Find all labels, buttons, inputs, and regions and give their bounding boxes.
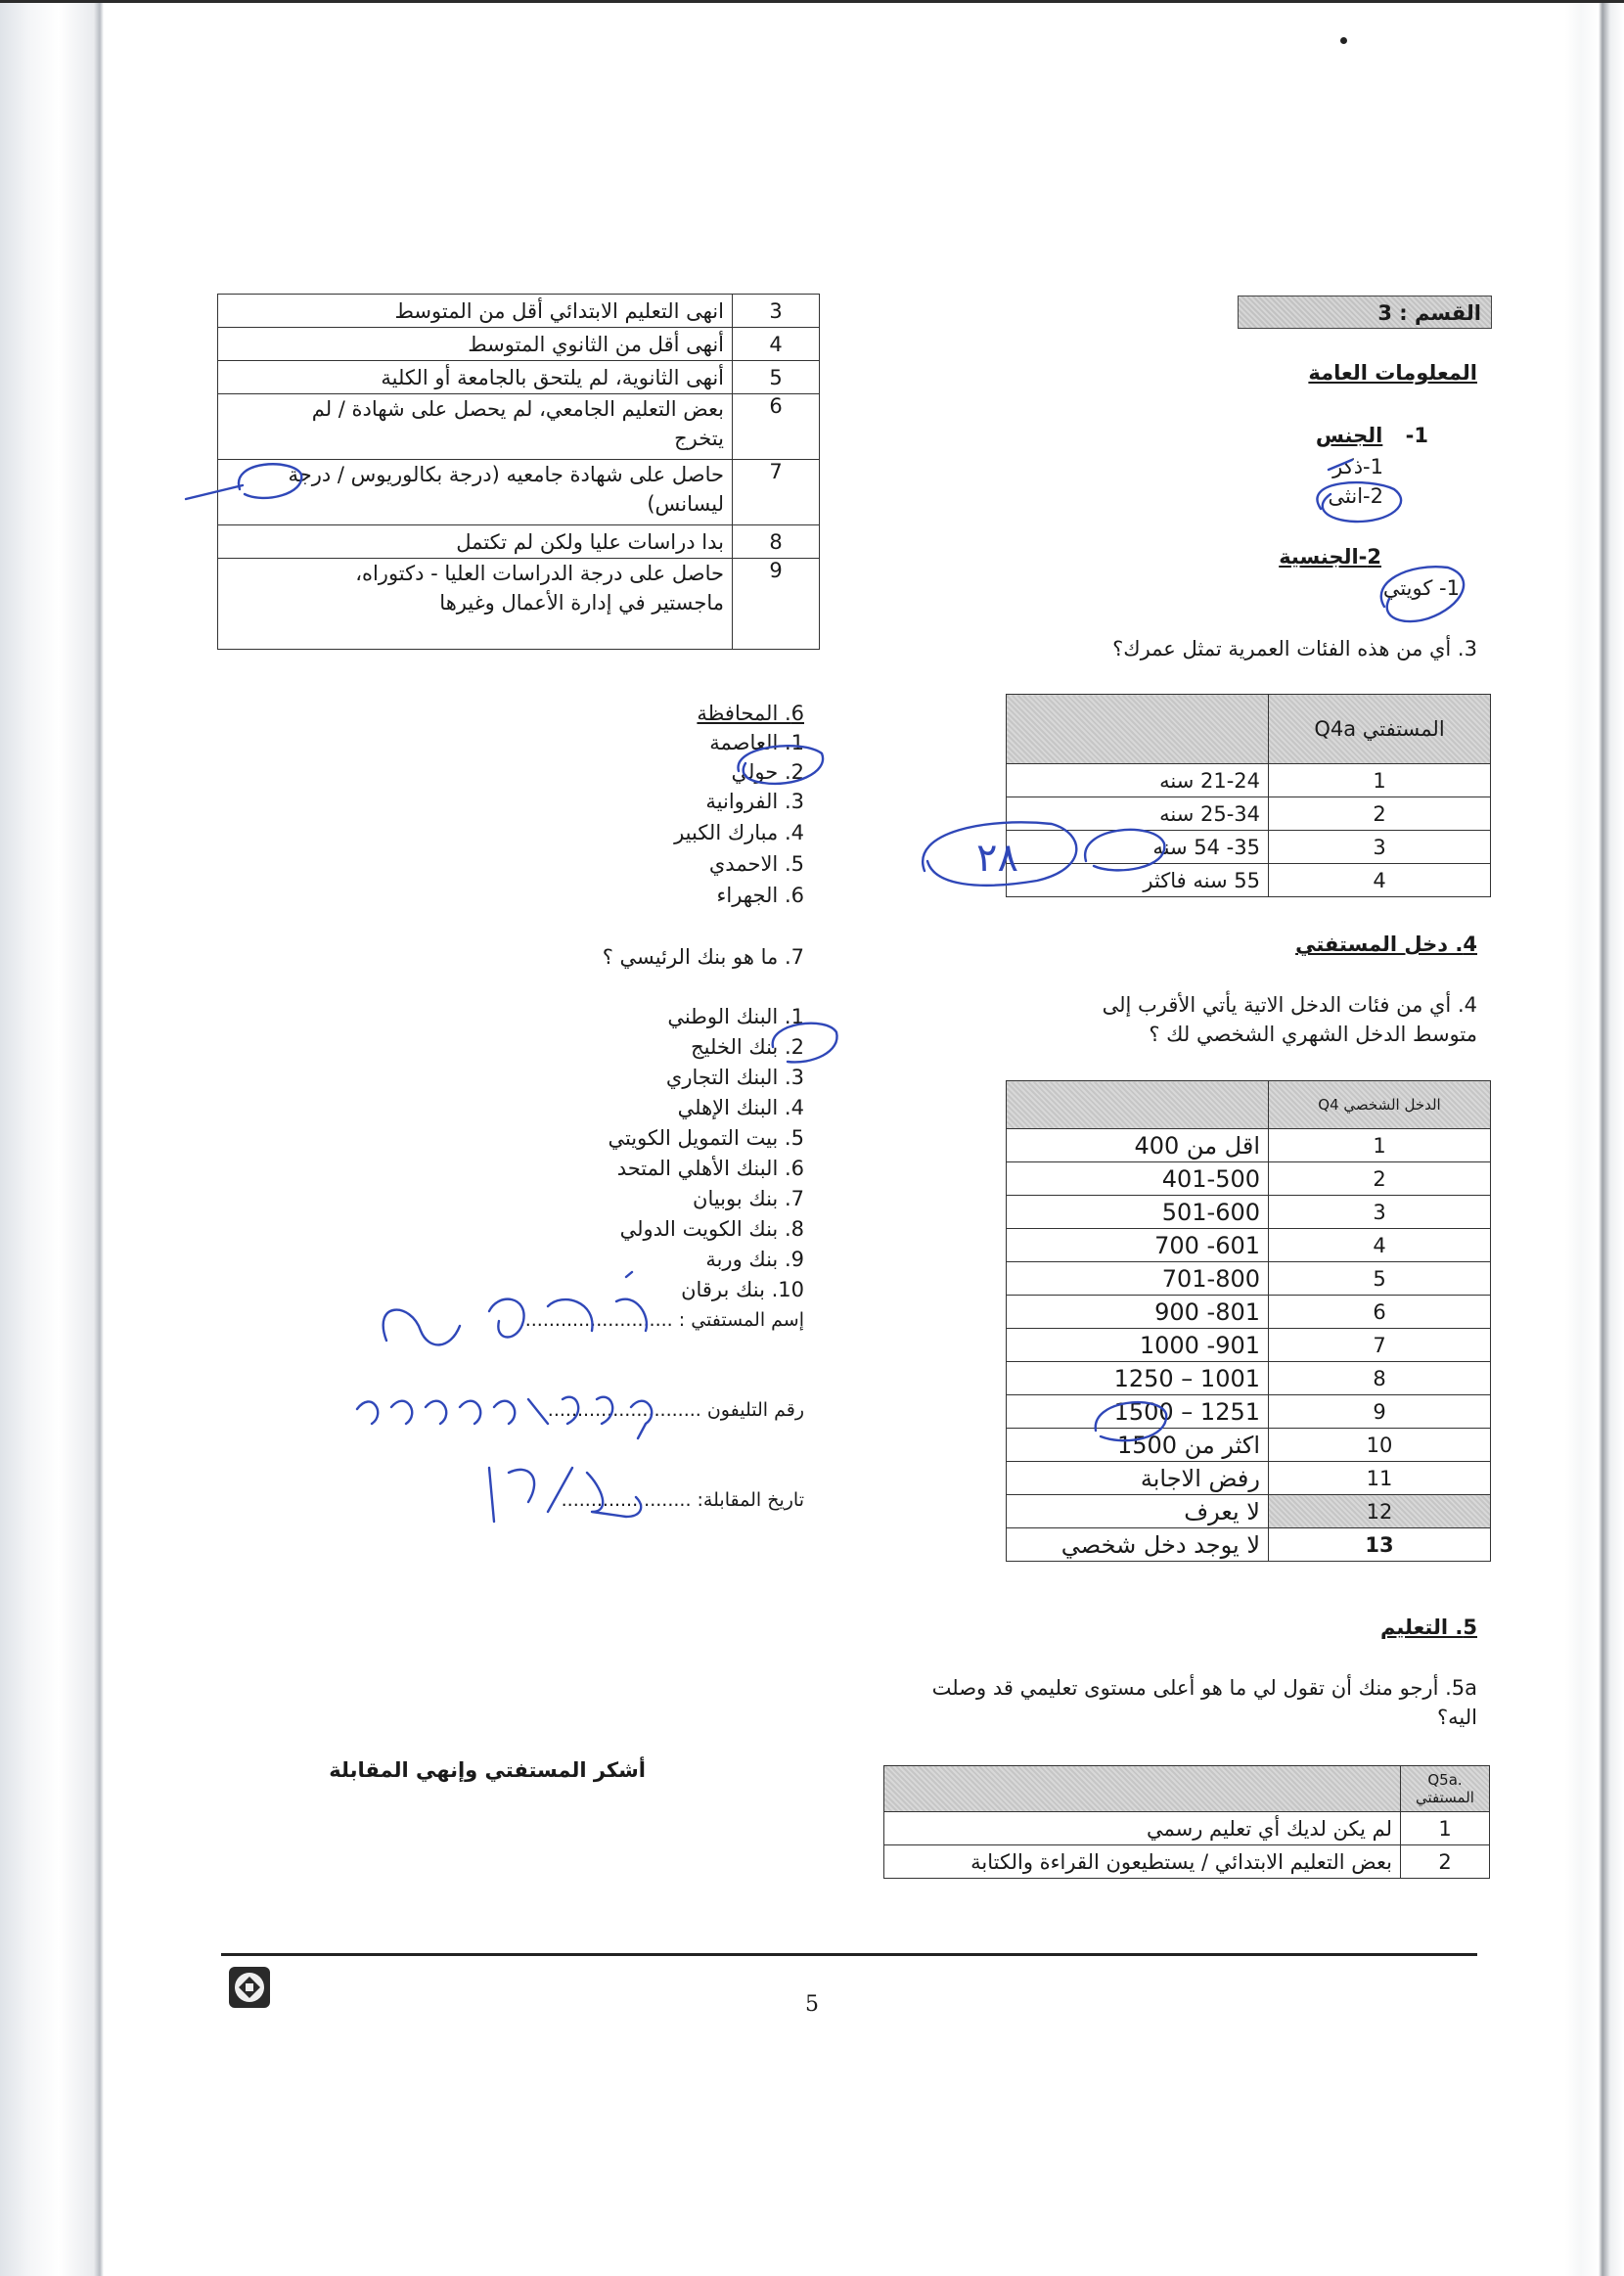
income-row-code: 2 — [1269, 1162, 1491, 1196]
q1-gender — [1194, 421, 1428, 450]
income-row — [1007, 1362, 1491, 1395]
education-row-label: حاصل على شهادة جامعيه (درجة بكالوريوس / درجة ليسانس) — [218, 460, 733, 525]
income-row — [1007, 1329, 1491, 1362]
bank-option: 1. البنك الوطني — [667, 1005, 804, 1028]
age-row — [1007, 864, 1491, 897]
education-row-label: انهى التعليم الابتدائي أقل من المتوسط — [218, 295, 733, 328]
page-number: 5 — [805, 1992, 819, 2017]
age-row-code: 2 — [1269, 797, 1491, 831]
section-title — [1238, 296, 1492, 329]
income-row-label: اكثر من 1500 — [1007, 1429, 1269, 1462]
income-row-code: 8 — [1269, 1362, 1491, 1395]
income-row — [1007, 1429, 1491, 1462]
education-row-label: بعض التعليم الابتدائي / يستطيعون القراءة والكتابة — [884, 1845, 1401, 1879]
income-table — [1006, 1080, 1491, 1562]
education-row-label: أنهى الثانوية، لم يلتحق بالجامعة أو الكلية — [218, 361, 733, 394]
governorate-option: 1. العاصمة — [709, 731, 804, 754]
q2-nationality: 2-الجنسية — [1279, 545, 1381, 569]
income-header-text: Q4 الدخل الشخصي — [1318, 1096, 1441, 1114]
income-row-label: 801- 900 — [1007, 1296, 1269, 1329]
bank-option: 6. البنك الأهلي المتحد — [616, 1157, 804, 1180]
age-row-label: 21-24 سنه — [1007, 764, 1269, 797]
age-row-label: 25-34 سنه — [1007, 797, 1269, 831]
education-table-header — [884, 1766, 1490, 1812]
income-row-code: 7 — [1269, 1329, 1491, 1362]
age-header-blank — [1007, 695, 1269, 764]
footer-rule — [221, 1953, 1477, 1956]
income-row-label: 1001 – 1250 — [1007, 1362, 1269, 1395]
income-row — [1007, 1495, 1491, 1528]
income-row — [1007, 1229, 1491, 1262]
education-row — [218, 295, 820, 328]
scan-right-edge — [1565, 0, 1624, 2276]
income-row — [1007, 1196, 1491, 1229]
income-row — [1007, 1162, 1491, 1196]
ink-age-number: ٢٨ — [976, 836, 1018, 881]
bank-option: 4. البنك الإهلي — [677, 1096, 804, 1119]
scan-left-edge — [0, 0, 110, 2276]
age-row-label: 55 سنه فاكثر — [1007, 864, 1269, 897]
education-row — [218, 328, 820, 361]
income-table-header — [1007, 1081, 1491, 1129]
governorate-option: 6. الجهراء — [716, 884, 804, 907]
education-row — [218, 559, 820, 650]
education-row-code: 1 — [1401, 1812, 1490, 1845]
q1-number: 1- — [1405, 424, 1428, 447]
income-row-label: 1251 – 1500 — [1007, 1395, 1269, 1429]
respondent-name-field: إسم المستفتي : .......................... — [519, 1309, 804, 1331]
logo-icon — [229, 1967, 270, 2008]
bank-option: 5. بيت التمويل الكويتي — [608, 1126, 804, 1150]
income-row-label: لا يعرف — [1007, 1495, 1269, 1528]
income-row-label: 501-600 — [1007, 1196, 1269, 1229]
bank-question: 7. ما هو بنك الرئيسي ؟ — [602, 945, 804, 969]
income-row-code: 6 — [1269, 1296, 1491, 1329]
income-row-code: 12 — [1269, 1495, 1491, 1528]
education-row — [884, 1812, 1490, 1845]
income-row — [1007, 1462, 1491, 1495]
q3-question: 3. أي من هذه الفئات العمرية تمثل عمرك؟ — [1112, 637, 1477, 660]
income-row-code: 1 — [1269, 1129, 1491, 1162]
closing-instruction: أشكر المستفتي وإنهي المقابلة — [329, 1758, 646, 1782]
income-row — [1007, 1262, 1491, 1296]
respondent-phone-field: رقم التليفون .......................... — [547, 1399, 804, 1421]
income-row-code: 10 — [1269, 1429, 1491, 1462]
income-row-label: رفض الاجابة — [1007, 1462, 1269, 1495]
education-row — [218, 394, 820, 460]
income-row-code: 4 — [1269, 1229, 1491, 1262]
income-row — [1007, 1129, 1491, 1162]
bank-option: 3. البنك التجاري — [665, 1066, 804, 1089]
income-row-label: 601- 700 — [1007, 1229, 1269, 1262]
income-row-code: 13 — [1269, 1528, 1491, 1562]
education-question: 5a. أرجو منك أن تقول لي ما هو أعلى مستوى تعليمي قد وصلت اليه؟ — [931, 1676, 1477, 1729]
education-row-code: 2 — [1401, 1845, 1490, 1879]
income-row-label: 401-500 — [1007, 1162, 1269, 1196]
education-header-blank — [884, 1766, 1401, 1812]
income-row-code: 3 — [1269, 1196, 1491, 1229]
age-table — [1006, 694, 1491, 897]
education-row — [218, 361, 820, 394]
education-row — [218, 460, 820, 525]
income-question: 4. أي من فئات الدخل الاتية يأتي الأقرب إلى متوسط الدخل الشهري الشخصي لك ؟ — [1102, 993, 1477, 1046]
income-row-code: 5 — [1269, 1262, 1491, 1296]
education-row-code: 3 — [733, 295, 820, 328]
governorate-title: 6. المحافظة — [697, 702, 804, 725]
education-row-code: 4 — [733, 328, 820, 361]
scan-top-edge — [0, 0, 1624, 3]
income-row — [1007, 1296, 1491, 1329]
income-row-label: اقل من 400 — [1007, 1129, 1269, 1162]
education-row-code: 9 — [733, 559, 820, 650]
governorate-option: 4. مبارك الكبير — [674, 821, 804, 844]
scan-dot — [1340, 37, 1347, 44]
education-row-code: 6 — [733, 394, 820, 460]
age-row-label: 35- 54 سنه — [1007, 831, 1269, 864]
education-row-label: بعض التعليم الجامعي، لم يحصل على شهادة / لم يتخرج — [218, 394, 733, 460]
age-row-code: 3 — [1269, 831, 1491, 864]
income-row — [1007, 1395, 1491, 1429]
education-row — [884, 1845, 1490, 1879]
age-header-text: Q4a المستفتي — [1314, 717, 1445, 741]
income-header-code — [1269, 1081, 1491, 1129]
age-row-code: 4 — [1269, 864, 1491, 897]
age-header-code — [1269, 695, 1491, 764]
education-row-label: بدا دراسات عليا ولكن لم تكتمل — [218, 525, 733, 559]
bank-option: 9. بنك وربة — [705, 1248, 804, 1271]
education-row-code: 8 — [733, 525, 820, 559]
bank-option: 2. بنك الخليج — [691, 1035, 804, 1059]
education-table-continued — [217, 294, 820, 650]
education-header-code — [1401, 1766, 1490, 1812]
education-heading: 5. التعليم — [1379, 1616, 1477, 1639]
governorate-option: 2. حولي — [731, 760, 804, 784]
income-row-code: 11 — [1269, 1462, 1491, 1495]
bank-option: 7. بنك بوبيان — [693, 1187, 804, 1210]
governorate-option: 3. الفروانية — [705, 790, 804, 813]
bank-option: 8. بنك الكويت الدولي — [619, 1217, 804, 1241]
age-row — [1007, 764, 1491, 797]
nationality-option: 1- كويتي — [1382, 576, 1460, 600]
bank-option: 10. بنك برقان — [681, 1278, 804, 1301]
q1-title: الجنس — [1315, 424, 1383, 447]
income-heading: 4. دخل المستفتي — [1295, 933, 1477, 956]
income-row-code: 9 — [1269, 1395, 1491, 1429]
gender-option-female: 2-انثى — [1328, 484, 1383, 508]
education-row-label: أنهى أقل من الثانوي المتوسط — [218, 328, 733, 361]
interview-date-field: تاريخ المقابلة: ...................... — [561, 1489, 804, 1511]
income-row — [1007, 1528, 1491, 1562]
education-header-text: Q5a. المستفتي — [1416, 1771, 1474, 1806]
income-row-label: 701-800 — [1007, 1262, 1269, 1296]
governorate-option: 5. الاحمدي — [708, 852, 804, 876]
age-table-header — [1007, 695, 1491, 764]
education-row-code: 7 — [733, 460, 820, 525]
section-title-text: القسم : 3 — [1377, 301, 1481, 325]
gender-option-male: 1-ذكر — [1332, 455, 1383, 478]
income-row-label: لا يوجد دخل شخصي — [1007, 1528, 1269, 1562]
age-row-code: 1 — [1269, 764, 1491, 797]
age-row — [1007, 831, 1491, 864]
income-row-label: 901- 1000 — [1007, 1329, 1269, 1362]
age-row — [1007, 797, 1491, 831]
education-row-code: 5 — [733, 361, 820, 394]
education-row — [218, 525, 820, 559]
footer-logo — [229, 1967, 270, 2008]
general-info-heading: المعلومات العامة — [1308, 361, 1477, 385]
income-header-blank — [1007, 1081, 1269, 1129]
education-row-label: لم يكن لديك أي تعليم رسمي — [884, 1812, 1401, 1845]
education-table-start — [883, 1765, 1490, 1879]
education-row-label: حاصل على درجة الدراسات العليا - دكتوراه، ماجستير في إدارة الأعمال وغيرها — [218, 559, 733, 650]
